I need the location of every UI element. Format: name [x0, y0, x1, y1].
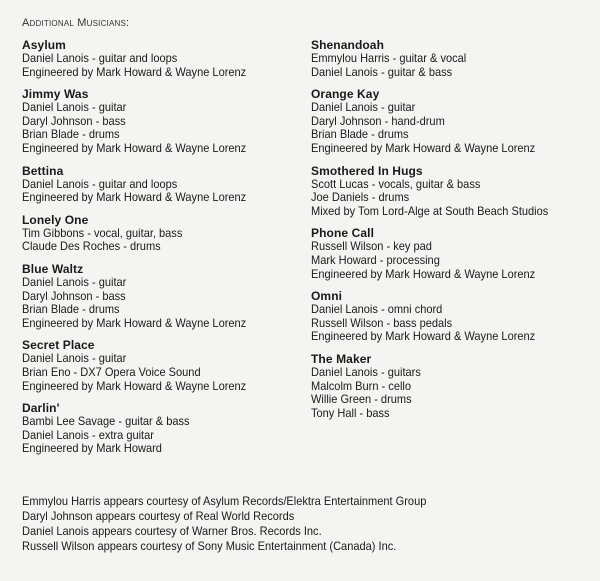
credit-line: Bambi Lee Savage - guitar & bass [22, 414, 190, 429]
credit-line: Tony Hall - bass [311, 405, 390, 420]
credit-line: Scott Lucas - vocals, guitar & bass [311, 176, 481, 191]
credit-line: Willie Green - drums [311, 392, 412, 407]
credit-line: Daniel Lanois - guitar [22, 351, 127, 366]
credit-line: Daniel Lanois - guitars [311, 364, 421, 379]
courtesy-line: Daniel Lanois appears courtesy of Warner Bros. Records Inc. [22, 524, 322, 538]
track-title: The Maker [311, 351, 372, 366]
credit-line: Daniel Lanois - guitar and loops [22, 51, 178, 65]
credit-line: Engineered by Mark Howard & Wayne Lorenz [22, 315, 247, 330]
credit-line: Daniel Lanois - omni chord [311, 302, 443, 317]
credit-line: Daryl Johnson - hand-drum [311, 113, 445, 128]
credit-line: Brian Blade - drums [311, 127, 409, 142]
credit-line: Engineered by Mark Howard & Wayne Lorenz [22, 190, 247, 205]
track-title: Shenandoah [311, 38, 385, 52]
section-header: Additional Musicians: [22, 17, 130, 29]
credit-line: Engineered by Mark Howard & Wayne Lorenz [311, 329, 536, 344]
credit-line: Joe Daniels - drums [311, 190, 410, 205]
credit-line: Engineered by Mark Howard & Wayne Lorenz [22, 64, 247, 79]
track-block [22, 262, 307, 330]
track-block [22, 401, 307, 456]
credit-line: Mark Howard - processing [311, 252, 440, 267]
credit-line: Engineered by Mark Howard [22, 441, 162, 456]
track-title: Jimmy Was [22, 87, 89, 102]
track-title: Smothered In Hugs [311, 163, 423, 178]
track-block [22, 338, 307, 393]
track-block [311, 87, 596, 155]
left-column [22, 38, 307, 464]
credit-line: Russell Wilson - bass pedals [311, 315, 453, 330]
credit-line: Mixed by Tom Lord-Alge at South Beach Studios [311, 203, 549, 218]
credit-line: Daniel Lanois - extra guitar [22, 427, 154, 442]
credit-line: Brian Eno - DX7 Opera Voice Sound [22, 364, 201, 379]
track-title: Bettina [22, 163, 64, 178]
track-title: Omni [311, 289, 343, 304]
credit-line: Tim Gibbons - vocal, guitar, bass [22, 225, 183, 240]
track-title: Orange Kay [311, 87, 380, 102]
right-column [311, 38, 596, 428]
track-block [22, 164, 307, 205]
credit-line: Engineered by Mark Howard & Wayne Lorenz [311, 266, 536, 281]
credit-line: Daryl Johnson - bass [22, 288, 126, 303]
track-title: Asylum [22, 38, 66, 52]
track-title: Blue Waltz [22, 261, 84, 276]
track-block [22, 213, 307, 254]
credit-line: Daniel Lanois - guitar & bass [311, 64, 453, 79]
credit-line: Malcolm Burn - cello [311, 378, 412, 393]
credit-line: Emmylou Harris - guitar & vocal [311, 51, 467, 65]
track-block [311, 226, 596, 281]
track-block [22, 38, 307, 79]
track-block [311, 289, 596, 344]
track-title: Secret Place [22, 338, 95, 353]
credit-line: Daryl Johnson - bass [22, 113, 126, 128]
credit-line: Daniel Lanois - guitar [22, 274, 127, 289]
credit-line: Russell Wilson - key pad [311, 239, 432, 254]
track-title: Lonely One [22, 212, 89, 227]
credit-line: Daniel Lanois - guitar [22, 100, 127, 115]
track-block [22, 87, 307, 155]
credit-line: Claude Des Roches - drums [22, 239, 161, 254]
courtesy-line: Daryl Johnson appears courtesy of Real World Records [22, 509, 295, 523]
courtesy-line: Emmylou Harris appears courtesy of Asylum Records/Elektra Entertainment Group [22, 494, 427, 508]
credit-line: Brian Blade - drums [22, 302, 120, 317]
credit-line: Daniel Lanois - guitar and loops [22, 176, 178, 191]
credit-line: Engineered by Mark Howard & Wayne Lorenz [22, 140, 247, 155]
track-title: Phone Call [311, 226, 375, 241]
track-title: Darlin' [22, 401, 60, 416]
track-block [311, 164, 596, 219]
credit-line: Engineered by Mark Howard & Wayne Lorenz [311, 140, 536, 155]
credit-line: Brian Blade - drums [22, 127, 120, 142]
courtesy-notes [22, 494, 462, 554]
courtesy-line: Russell Wilson appears courtesy of Sony Music Entertainment (Canada) Inc. [22, 539, 397, 553]
track-block [311, 352, 596, 420]
track-block [311, 38, 596, 79]
credit-line: Engineered by Mark Howard & Wayne Lorenz [22, 378, 247, 393]
credit-line: Daniel Lanois - guitar [311, 100, 416, 115]
